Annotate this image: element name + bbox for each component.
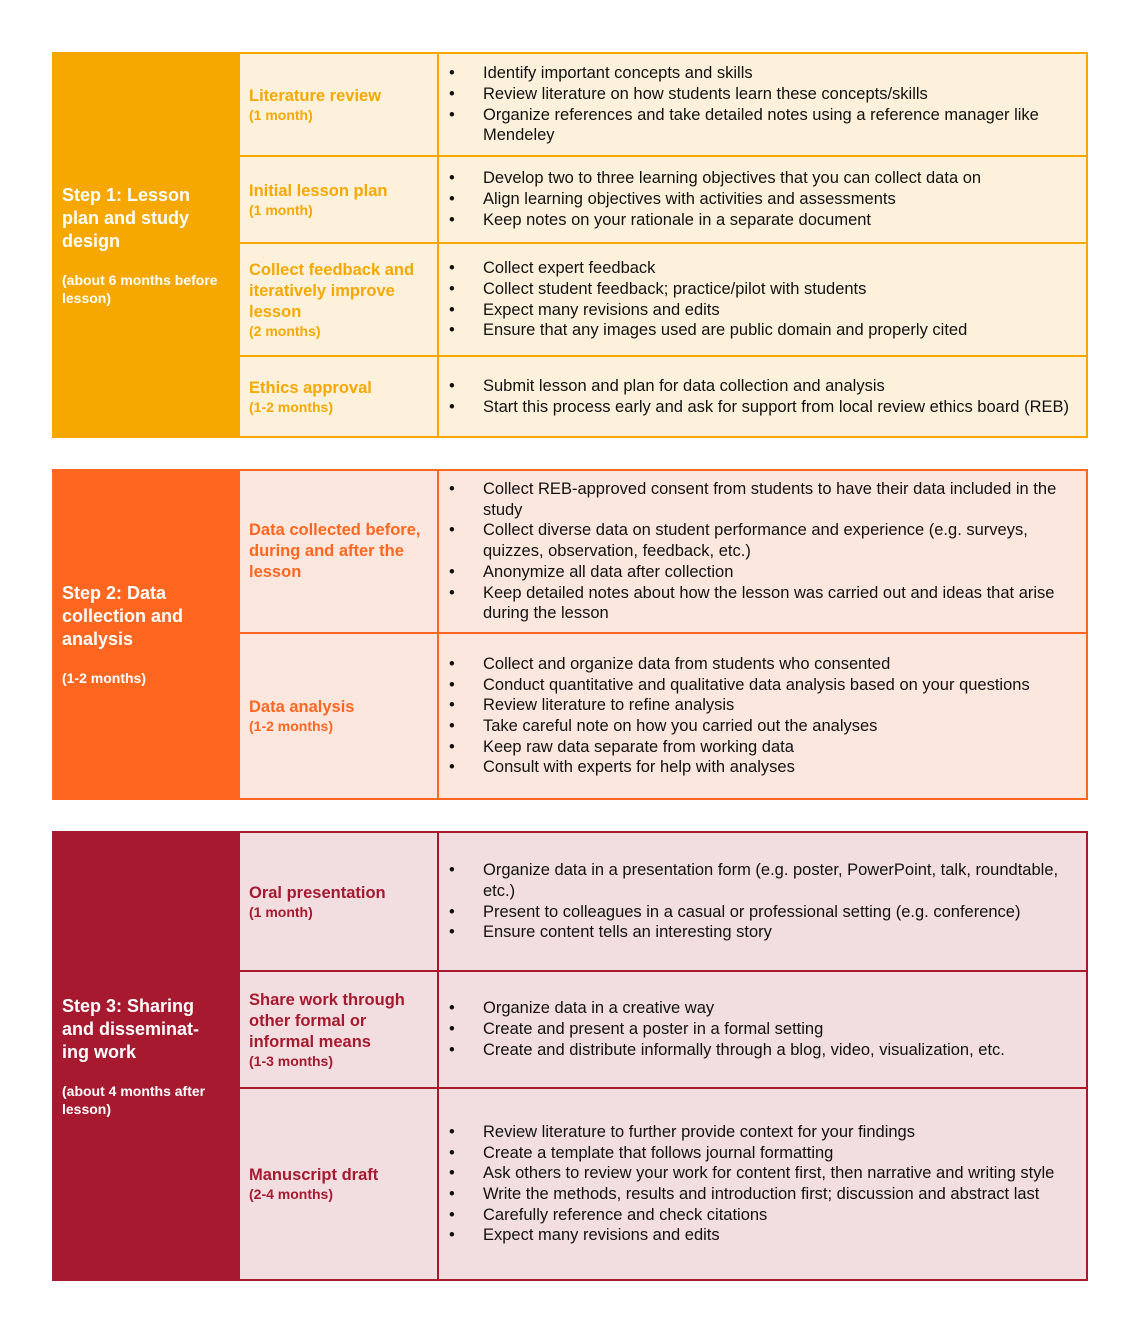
task-item: • Create a template that follows journal formatting: [483, 1143, 1078, 1164]
task-item: • Organize data in a presentation form (e.g. poster, PowerPoint, talk, roundtable, etc.): [483, 860, 1078, 901]
phase-cell: [240, 157, 439, 242]
phase-row: [240, 242, 1086, 355]
task-item: • Keep detailed notes about how the lesson was carried out and ideas that arise during the lesson: [483, 583, 1078, 624]
task-item: • Review literature to further provide context for your findings: [483, 1122, 1078, 1143]
task-item: • Expect many revisions and edits: [483, 300, 1078, 321]
task-list: [439, 244, 1086, 355]
step-3-title: Step 3: Sharing and disseminat- ing work: [62, 995, 200, 1062]
step-2-timing: (1-2 months): [62, 670, 146, 686]
task-item: • Expect many revisions and edits: [483, 1225, 1078, 1246]
phase-duration: (1 month): [249, 201, 313, 218]
phase-duration: (2 months): [249, 322, 321, 339]
task-item: • Submit lesson and plan for data collection and analysis: [483, 376, 1078, 397]
step-1-block: [52, 52, 1088, 438]
phase-duration: (1-2 months): [249, 398, 333, 415]
task-item: • Collect diverse data on student performance and experience (e.g. surveys, quizzes, observation, feedback, etc.): [483, 520, 1078, 561]
phase-name: Literature review: [249, 86, 382, 105]
task-item: • Conduct quantitative and qualitative data analysis based on your questions: [483, 675, 1078, 696]
phase-name: Data analysis: [249, 698, 355, 716]
phase-duration: (1-2 months): [249, 718, 333, 734]
phase-cell: [240, 244, 439, 355]
phase-duration: (2-4 months): [249, 1186, 333, 1202]
task-item: • Ask others to review your work for content first, then narrative and writing style: [483, 1163, 1078, 1184]
task-list: [439, 833, 1086, 970]
step-3-timing: (about 4 months after lesson): [62, 1082, 206, 1117]
step-1-timing: (about 6 months before lesson): [62, 271, 218, 306]
task-list: [439, 471, 1086, 632]
task-item: • Present to colleagues in a casual or professional setting (e.g. conference): [483, 902, 1078, 923]
phase-duration: (1 month): [249, 106, 313, 123]
task-item: • Develop two to three learning objectives that you can collect data on: [483, 168, 1078, 189]
task-list: [439, 54, 1086, 155]
phase-cell: [240, 54, 439, 155]
task-item: • Organize references and take detailed notes using a reference manager like Mendeley: [483, 105, 1078, 146]
task-list: [439, 157, 1086, 242]
task-list: [439, 634, 1086, 798]
step-2-phases: [240, 469, 1088, 800]
phase-name: Ethics approval: [249, 378, 372, 397]
task-item: • Organize data in a creative way: [483, 998, 1078, 1019]
step-3-phases: [240, 831, 1088, 1281]
task-item: • Anonymize all data after collection: [483, 562, 1078, 583]
task-item: • Create and distribute informally through a blog, video, visualization, etc.: [483, 1040, 1078, 1061]
task-item: • Write the methods, results and introduction first; discussion and abstract last: [483, 1184, 1078, 1205]
step-2-header: [52, 469, 240, 800]
phase-name: Data collected before, during and after the lesson: [249, 521, 421, 581]
step-3-header: [52, 831, 240, 1281]
task-item: • Consult with experts for help with analyses: [483, 757, 1078, 778]
task-item: • Identify important concepts and skills: [483, 63, 1078, 84]
task-item: • Keep notes on your rationale in a separate document: [483, 210, 1078, 231]
phase-name: Collect feedback and iteratively improve lesson: [249, 260, 415, 321]
step-1-phases: [240, 52, 1088, 438]
phase-row: [240, 1087, 1086, 1279]
phase-cell: [240, 833, 439, 970]
phase-cell: [240, 634, 439, 798]
phase-row: [240, 471, 1086, 632]
task-list: [439, 1089, 1086, 1279]
phase-cell: [240, 471, 439, 632]
phase-cell: [240, 972, 439, 1087]
phase-cell: [240, 1089, 439, 1279]
task-item: • Ensure content tells an interesting story: [483, 922, 1078, 943]
step-1-header: [52, 52, 240, 438]
phase-row: [240, 155, 1086, 242]
phase-row: [240, 632, 1086, 798]
task-item: • Collect expert feedback: [483, 258, 1078, 279]
task-item: • Carefully reference and check citations: [483, 1205, 1078, 1226]
step-2-block: [52, 469, 1088, 800]
phase-row: [240, 54, 1086, 155]
phase-name: Initial lesson plan: [249, 181, 388, 200]
phase-cell: [240, 357, 439, 436]
phase-duration: (1 month): [249, 903, 313, 920]
step-1-title: Step 1: Lesson plan and study design: [62, 184, 191, 251]
phase-row: [240, 355, 1086, 436]
task-item: • Collect REB-approved consent from students to have their data included in the study: [483, 479, 1078, 520]
task-item: • Ensure that any images used are public domain and properly cited: [483, 320, 1078, 341]
phase-name: Manuscript draft: [249, 1166, 379, 1184]
task-item: • Keep raw data separate from working data: [483, 737, 1078, 758]
task-item: • Collect student feedback; practice/pilot with students: [483, 279, 1078, 300]
task-item: • Align learning objectives with activities and assessments: [483, 189, 1078, 210]
step-2-title: Step 2: Data collection and analysis: [62, 583, 184, 649]
step-3-block: [52, 831, 1088, 1281]
task-list: [439, 357, 1086, 436]
phase-row: [240, 970, 1086, 1087]
task-item: • Review literature to refine analysis: [483, 695, 1078, 716]
task-item: • Take careful note on how you carried out the analyses: [483, 716, 1078, 737]
task-item: • Start this process early and ask for support from local review ethics board (REB): [483, 397, 1078, 418]
task-list: [439, 972, 1086, 1087]
task-item: • Create and present a poster in a formal setting: [483, 1019, 1078, 1040]
task-item: • Review literature on how students learn these concepts/skills: [483, 84, 1078, 105]
phase-duration: (1-3 months): [249, 1052, 333, 1069]
task-item: • Collect and organize data from students who consented: [483, 654, 1078, 675]
phase-name: Oral presentation: [249, 883, 386, 902]
phase-row: [240, 833, 1086, 970]
phase-name: Share work through other formal or informal means: [249, 990, 405, 1051]
